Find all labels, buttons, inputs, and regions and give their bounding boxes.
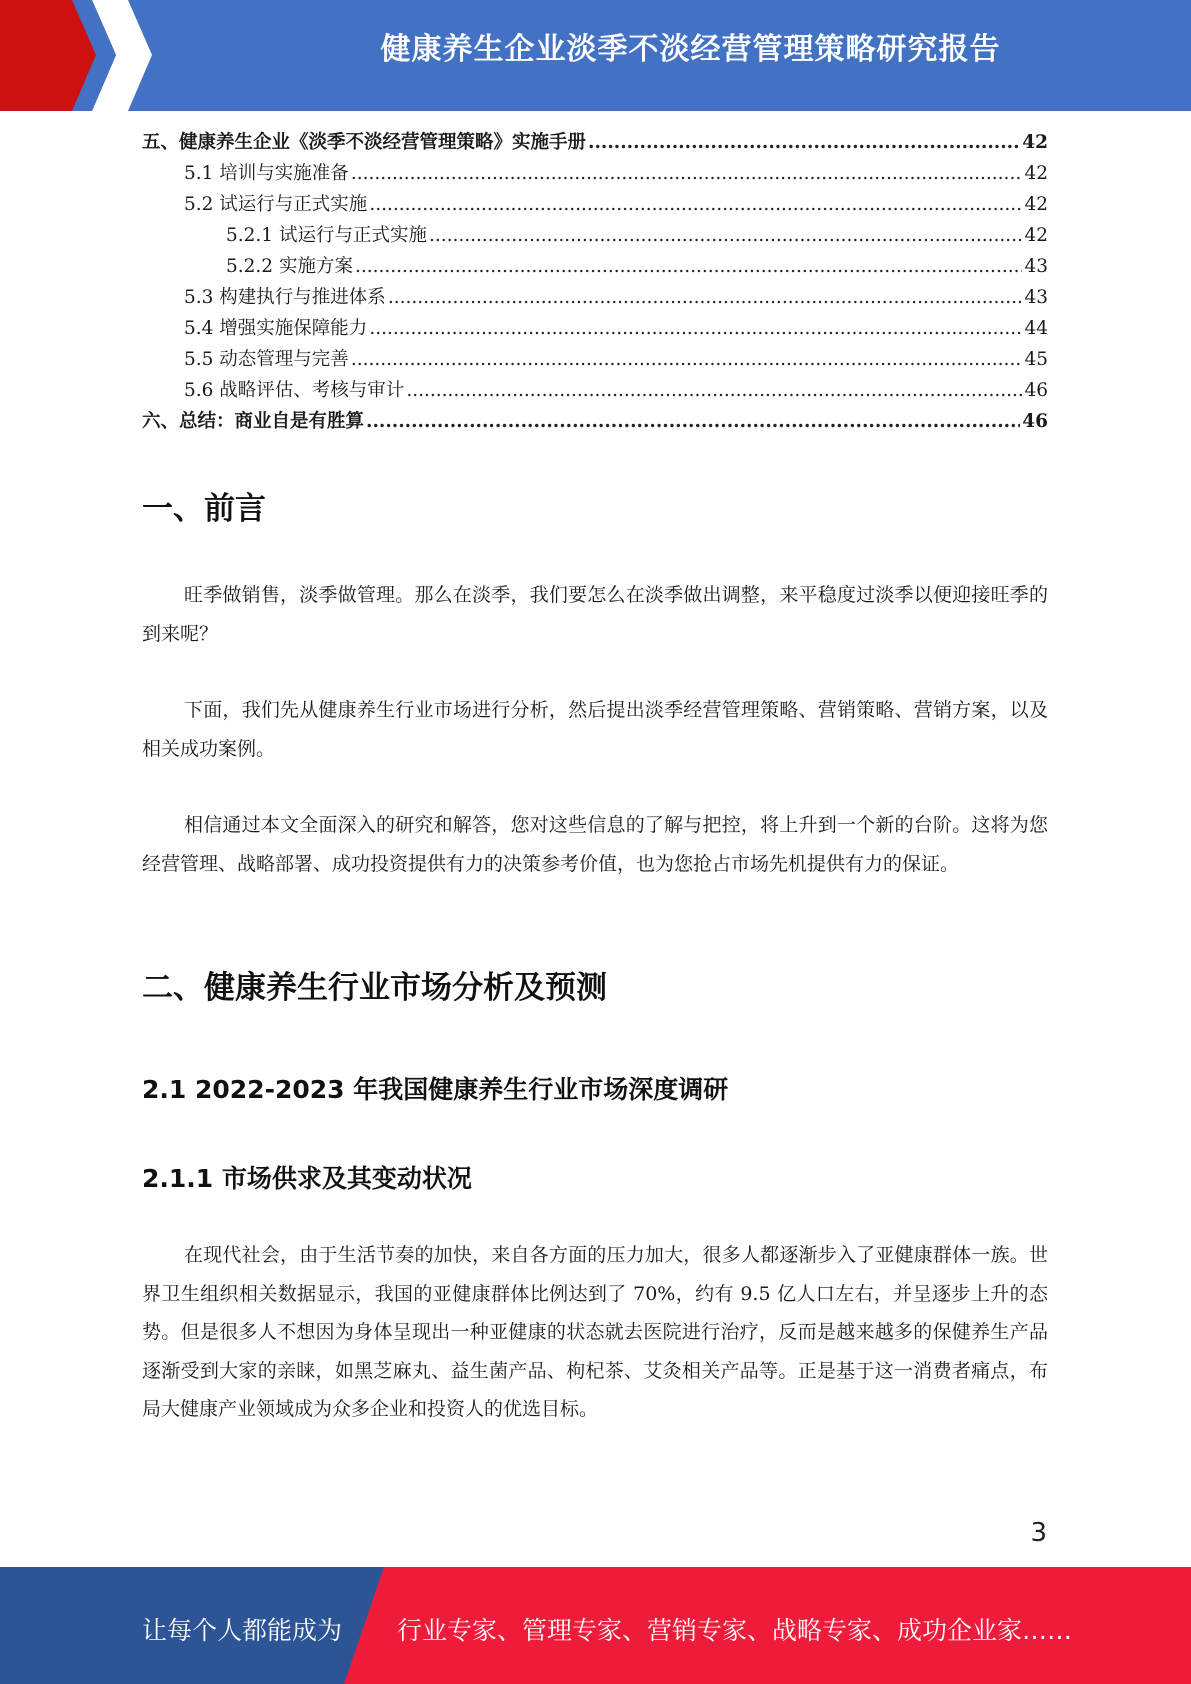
toc-entry-page: 42: [1024, 163, 1048, 184]
toc-leader-dots: [351, 349, 1023, 370]
toc-entry-title: 5.2.2 实施方案: [226, 256, 353, 277]
toc-entry-page: 44: [1024, 318, 1048, 339]
toc-entry-title: 六、总结：商业自是有胜算: [142, 411, 365, 432]
paragraph: 旺季做销售，淡季做管理。那么在淡季，我们要怎么在淡季做出调整，来平稳度过淡季以便迎接旺季的到来呢？: [142, 584, 1048, 645]
page-number: 3: [1030, 1518, 1047, 1548]
toc-leader-dots: [369, 318, 1022, 339]
toc-entry-title: 5.5 动态管理与完善: [184, 349, 349, 370]
toc-entry[interactable]: [142, 159, 1048, 190]
toc-entry-title: 5.3 构建执行与推进体系: [184, 287, 386, 308]
toc-entry[interactable]: [142, 221, 1048, 252]
toc-entry-title: 5.4 增强实施保障能力: [184, 318, 368, 339]
toc-entry[interactable]: [142, 283, 1048, 314]
toc-leader-dots: [429, 225, 1022, 246]
toc-entry-page: 42: [1024, 225, 1048, 246]
document-title: 健康养生企业淡季不淡经营管理策略研究报告: [380, 32, 1001, 67]
toc-entry-page: 43: [1024, 256, 1048, 277]
table-of-contents: [142, 128, 1048, 438]
paragraph: 相信通过本文全面深入的研究和解答，您对这些信息的了解与把控，将上升到一个新的台阶。这将为您经营管理、战略部署、成功投资提供有力的决策参考价值，也为您抢占市场先机提供有力的保证。: [142, 814, 1048, 875]
toc-entry-title: 5.2.1 试运行与正式实施: [226, 225, 427, 246]
toc-entry[interactable]: [142, 314, 1048, 345]
paragraph: 下面，我们先从健康养生行业市场进行分析，然后提出淡季经营管理策略、营销策略、营销方案，以及相关成功案例。: [142, 699, 1048, 760]
toc-entry-page: 46: [1024, 380, 1048, 401]
toc-entry[interactable]: [142, 345, 1048, 376]
section-heading-preface: 一、前言: [142, 491, 266, 527]
toc-entry-page: 42: [1024, 194, 1048, 215]
paragraph: 在现代社会，由于生活节奏的加快，来自各方面的压力加大，很多人都逐渐步入了亚健康群体一族。世界卫生组织相关数据显示，我国的亚健康群体比例达到了 70%，约有 9.5 亿人口左右，并呈逐步上升的态势。但是很多人不想因为身体呈现出一种亚健康的状态就去医院进行治疗，反而是越来越多的保健养生产品逐渐受到大家的亲睐，如黑芝麻丸、益生菌产品、枸杞茶、艾灸相关产品等。正是基于这一消费者痛点，布局大健康产业领域成为众多企业和投资人的优选目标。: [142, 1244, 1048, 1420]
section-heading-market: 二、健康养生行业市场分析及预测: [142, 970, 607, 1006]
toc-entry-title: 5.2 试运行与正式实施: [184, 194, 368, 215]
toc-entry-title: 5.6 战略评估、考核与审计: [184, 380, 405, 401]
subsection-heading: 2.1 2022-2023 年我国健康养生行业市场深度调研: [142, 1075, 729, 1104]
footer-slogan-left: 让每个人都能成为: [142, 1616, 343, 1645]
toc-entry-title: 五、健康养生企业《淡季不淡经营管理策略》实施手册: [142, 132, 587, 153]
toc-entry-title: 5.1 培训与实施准备: [184, 163, 349, 184]
toc-leader-dots: [366, 411, 1020, 432]
toc-entry-page: 45: [1024, 349, 1048, 370]
toc-entry-page: 46: [1022, 411, 1048, 432]
toc-leader-dots: [588, 132, 1020, 153]
toc-leader-dots: [355, 256, 1023, 277]
toc-entry[interactable]: [142, 128, 1048, 159]
toc-entry[interactable]: [142, 252, 1048, 283]
toc-leader-dots: [369, 194, 1022, 215]
footer-slogan-right: 行业专家、管理专家、营销专家、战略专家、成功企业家……: [397, 1616, 1073, 1645]
toc-entry-page: 42: [1022, 132, 1048, 153]
toc-leader-dots: [388, 287, 1023, 308]
toc-leader-dots: [351, 163, 1023, 184]
toc-leader-dots: [406, 380, 1022, 401]
subsection-heading: 2.1.1 市场供求及其变动状况: [142, 1164, 472, 1193]
page-footer: [0, 1567, 1191, 1684]
toc-entry[interactable]: [142, 407, 1048, 438]
toc-entry[interactable]: [142, 190, 1048, 221]
toc-entry-page: 43: [1024, 287, 1048, 308]
page-header: [0, 0, 1191, 111]
toc-entry[interactable]: [142, 376, 1048, 407]
